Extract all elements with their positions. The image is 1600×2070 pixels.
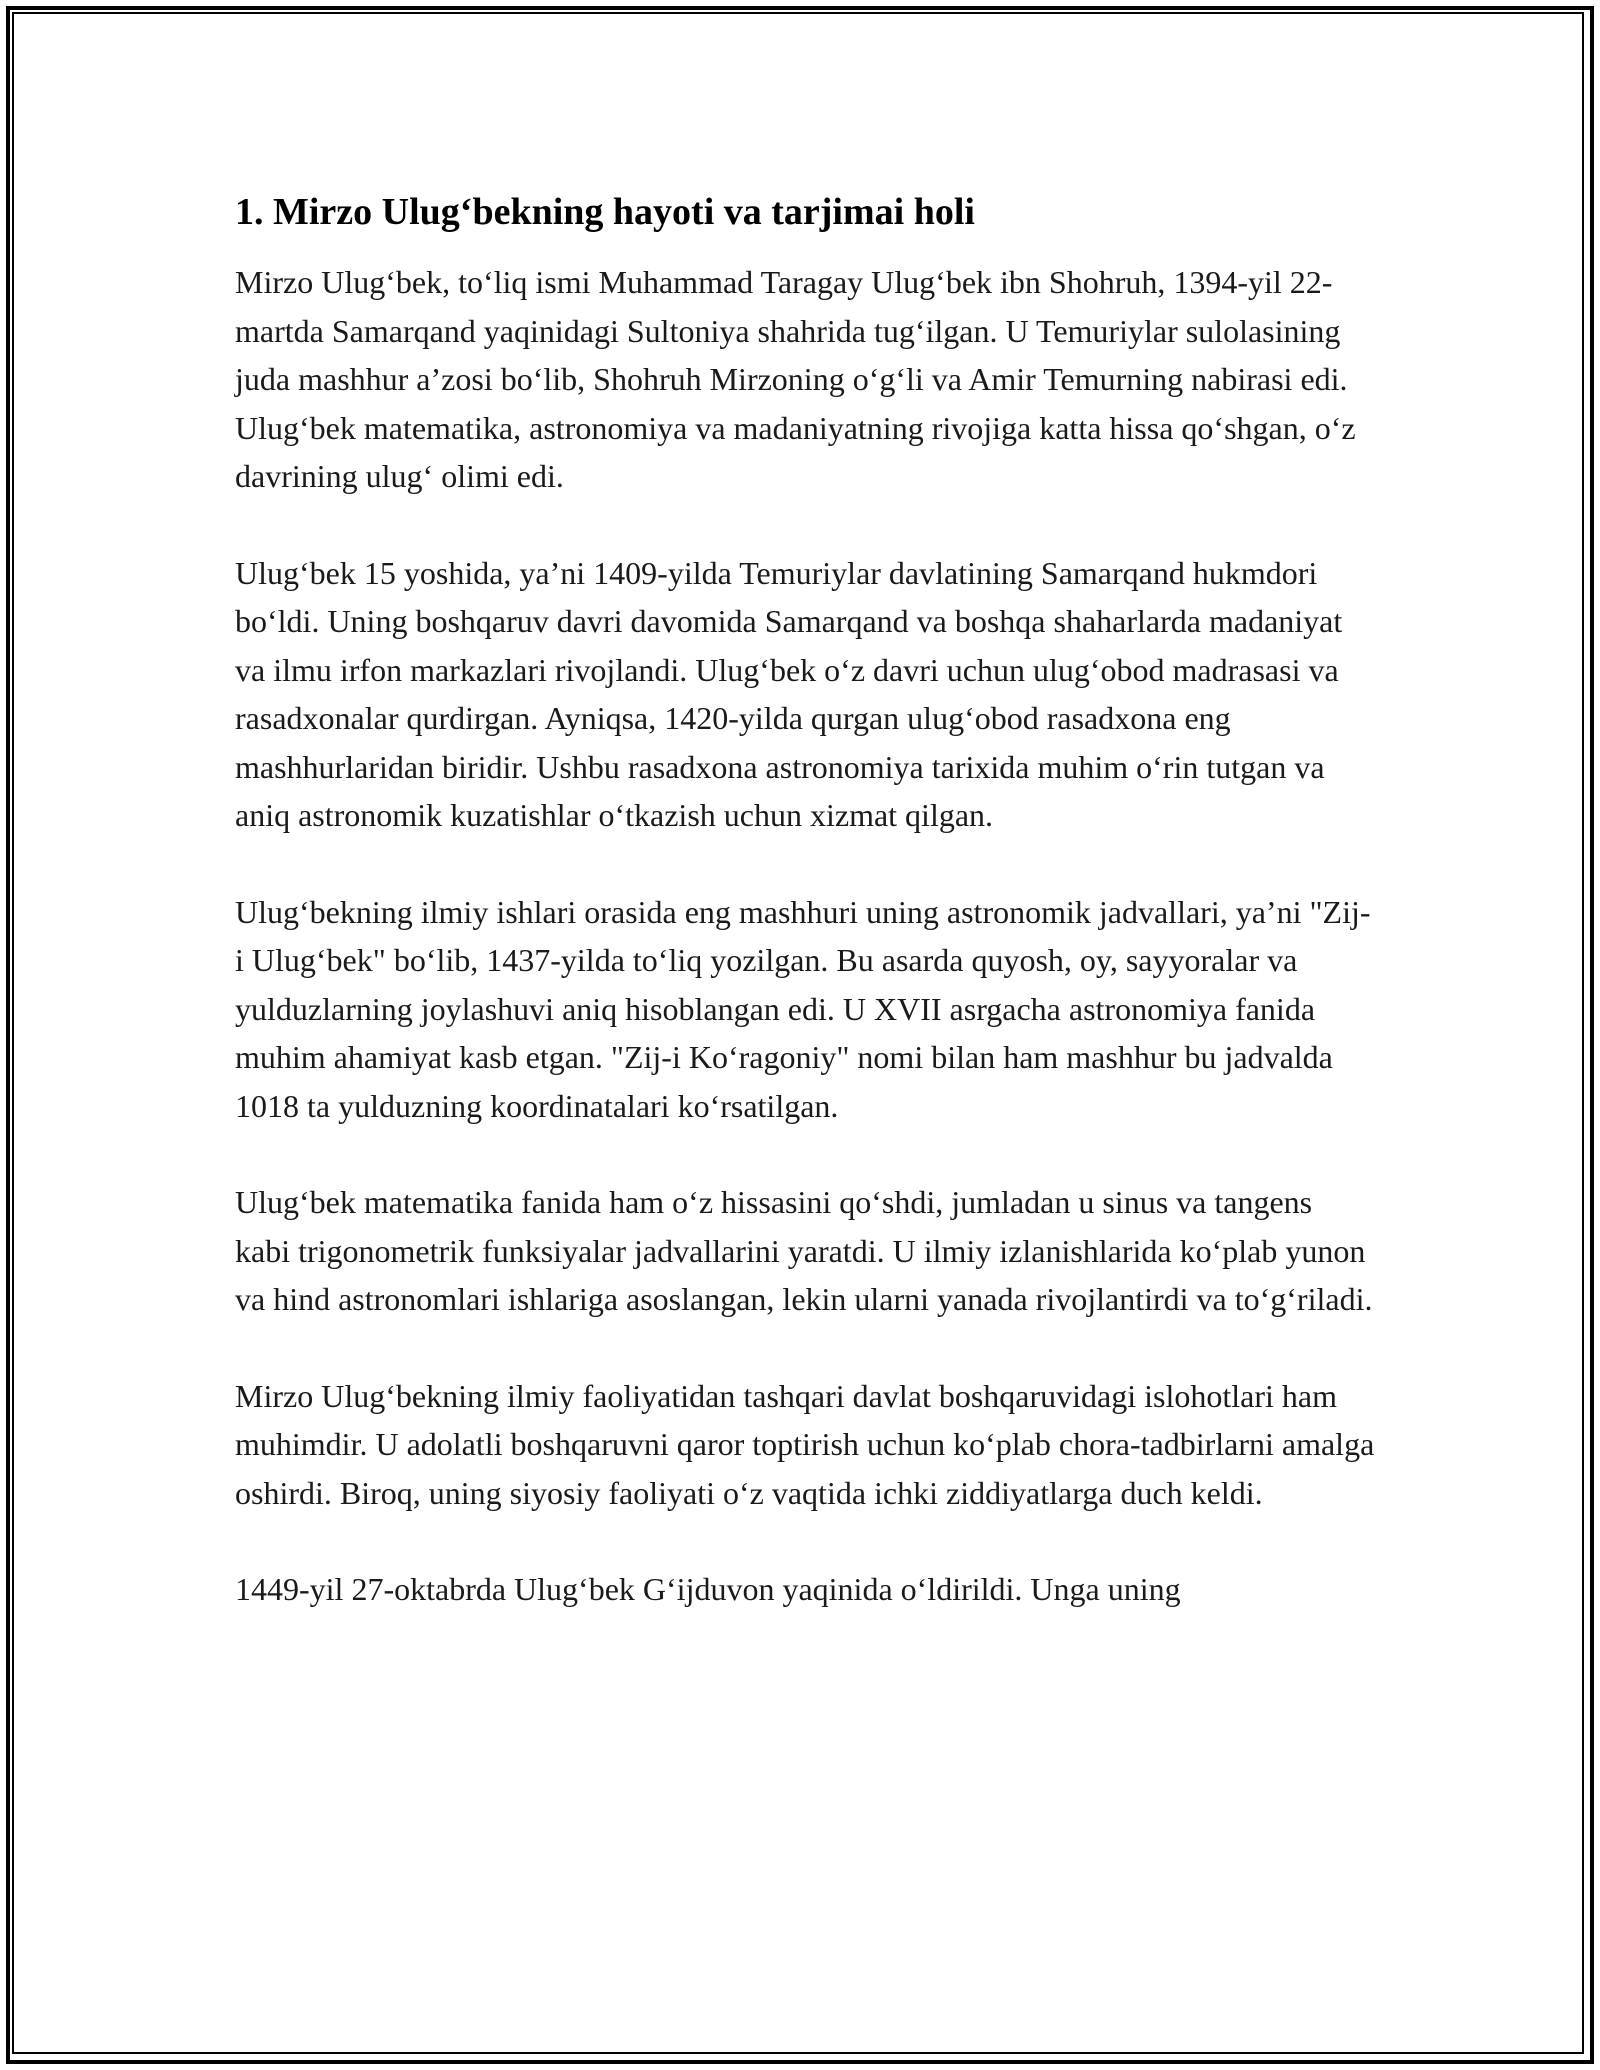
paragraph-6: 1449-yil 27-oktabrda Ulug‘bek G‘ijduvon yaqinida o‘ldirildi. Unga uning xyxy=(235,1571,1181,1607)
paragraph-2: Ulug‘bek 15 yoshida, ya’ni 1409-yilda Temuriylar davlatining Samarqand hukmdori bo‘ldi. Uning boshqaruv davri davomida Samarqand va boshqa shaharlarda madaniyat va ilmu irfon markazlari rivojlandi. Ulug‘bek o‘z davri uchun ulug‘obod madrasasi va rasadxonalar qurdirgan. Ayniqsa, 1420-yilda qurgan ulug‘obod rasadxona eng mashhurlaridan biridir. Ushbu rasadxona astronomiya tarixida muhim o‘rin tutgan va aniq astronomik kuzatishlar o‘tkazish uchun xizmat qilgan. xyxy=(235,554,1343,833)
paragraph-3: Ulug‘bekning ilmiy ishlari orasida eng mashhuri uning astronomik jadvallari, ya’ni "Zij-i Ulug‘bek" bo‘lib, 1437-yilda to‘liq yozilgan. Bu asarda quyosh, oy, sayyoralar va yulduzlarning joylashuvi aniq hisoblangan edi. U XVII asrgacha astronomiya fanida muhim ahamiyat kasb etgan. "Zij-i Ko‘ragoniy" nomi bilan ham mashhur bu jadvalda 1018 ta yulduzning koordinatalari ko‘rsatilgan. xyxy=(235,893,1371,1124)
page-title: 1. Mirzo Ulug‘bekning hayoti va tarjimai holi xyxy=(235,191,975,233)
paragraph-5: Mirzo Ulug‘bekning ilmiy faoliyatidan tashqari davlat boshqaruvidagi islohotlari ham muhimdir. U adolatli boshqaruvni qaror toptirish uchun ko‘plab chora-tadbirlarni amalga oshirdi. Biroq, uning siyosiy faoliyati o‘z vaqtida ichki ziddiyatlarga duch keldi. xyxy=(235,1377,1375,1511)
document-body xyxy=(235,188,1375,1662)
paragraph-4: Ulug‘bek matematika fanida ham o‘z hissasini qo‘shdi, jumladan u sinus va tangens kabi trigonometrik funksiyalar jadvallarini yaratdi. U ilmiy izlanishlarida ko‘plab yunon va hind astronomlari ishlariga asoslangan, lekin ularni yanada rivojlantirdi va to‘g‘riladi. xyxy=(235,1184,1373,1317)
paragraph-1: Mirzo Ulug‘bek, to‘liq ismi Muhammad Taragay Ulug‘bek ibn Shohruh, 1394-yil 22-martda Samarqand yaqinidagi Sultoniya shahrida tug‘ilgan. U Temuriylar sulolasining juda mashhur a’zosi bo‘lib, Shohruh Mirzoning o‘g‘li va Amir Temurning nabirasi edi. Ulug‘bek matematika, astronomiya va madaniyatning rivojiga katta hissa qo‘shgan, o‘z davrining ulug‘ olimi edi. xyxy=(235,264,1356,494)
